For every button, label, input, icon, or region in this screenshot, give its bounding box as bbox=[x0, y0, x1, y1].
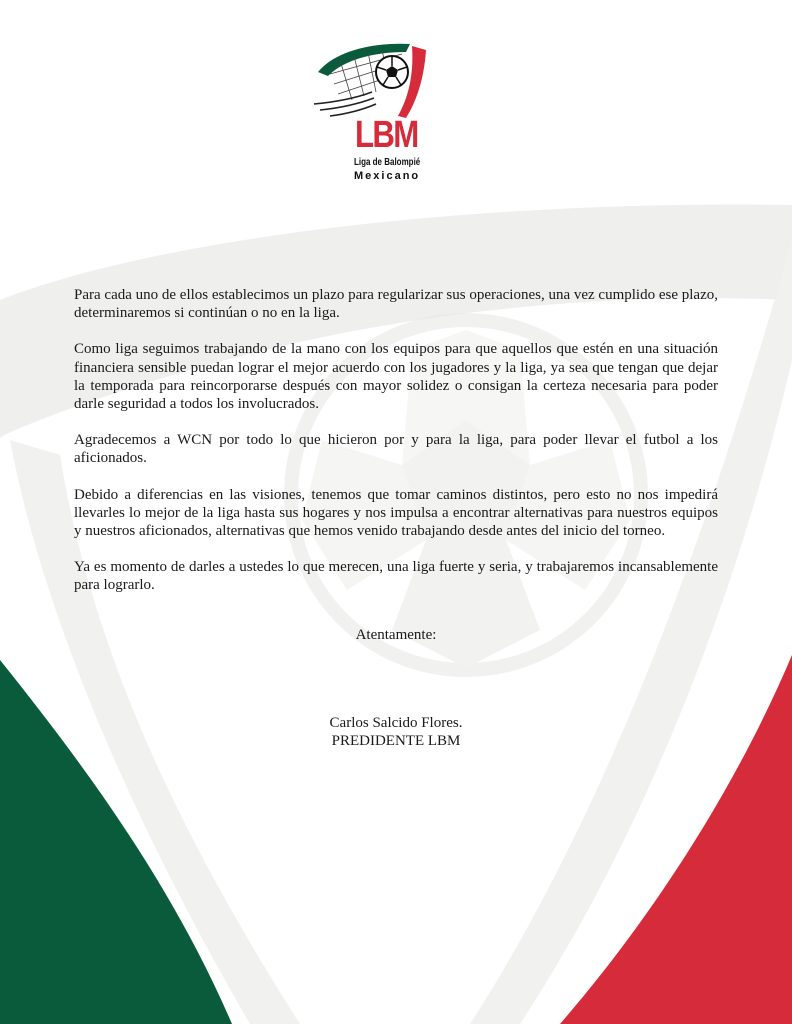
logo-brand-text: LBM bbox=[355, 114, 418, 156]
lbm-logo bbox=[306, 40, 432, 190]
logo-subtitle-line1: Liga de Balompié bbox=[354, 157, 421, 168]
closing-salutation: Atentamente: bbox=[355, 627, 437, 643]
signature-title: PREDIDENTE LBM bbox=[331, 733, 461, 750]
logo-emblem bbox=[306, 40, 432, 120]
paragraph: Como liga seguimos trabajando de la mano con los equipos para que aquellos que estén en una situación financiera sensible puedan lograr el mejor acuerdo con los jugadores y la liga, ya sea que tengan que dejar la temporada para reincorporarse después con mayor solidez o consigan la certeza necesaria para poder darle seguridad a todos los involucrados. bbox=[74, 341, 718, 413]
paragraph: Agradecemos a WCN por todo lo que hicieron por y para la liga, para poder llevar el futbol a los aficionados. bbox=[74, 432, 718, 467]
signature-name: Carlos Salcido Flores. bbox=[329, 715, 463, 731]
paragraph: Ya es momento de darles a ustedes lo que merecen, una liga fuerte y seria, y trabajaremos incansablemente para lograrlo. bbox=[74, 559, 718, 594]
logo-subtitle-line2: Mexicano bbox=[354, 170, 421, 182]
signature-block bbox=[0, 714, 792, 750]
paragraph: Debido a diferencias en las visiones, tenemos que tomar caminos distintos, pero esto no nos impedirá llevarles lo mejor de la liga hasta sus hogares y nos impulsa a encontrar alternativas para nuestros equipos y nuestros aficionados, alternativas que hemos venido trabajando desde antes del inicio del torneo. bbox=[74, 486, 718, 540]
letter-body bbox=[74, 286, 718, 613]
paragraph: Para cada uno de ellos establecimos un plazo para regularizar sus operaciones, una vez cumplido ese plazo, determinaremos si continúan o no en la liga. bbox=[74, 287, 718, 322]
